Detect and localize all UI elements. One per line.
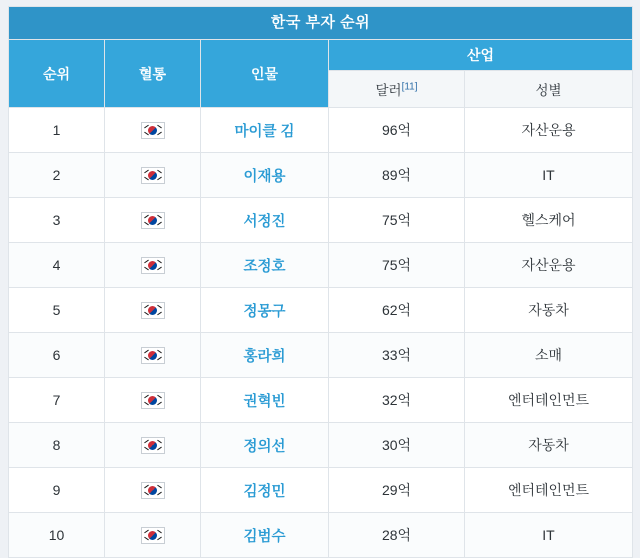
south-korea-flag-icon [141,437,165,454]
table-row [9,378,633,423]
cell-person[interactable] [201,108,329,153]
south-korea-flag-icon [141,167,165,184]
cell-nationality [105,108,201,153]
table-row [9,243,633,288]
cell-amount: 96억 [329,108,465,153]
cell-sector: 엔터테인먼트 [465,468,633,513]
cell-amount: 75억 [329,243,465,288]
cell-sector: 자산운용 [465,243,633,288]
cell-sector: 자동차 [465,423,633,468]
cell-sector: 헬스케어 [465,198,633,243]
cell-nationality [105,198,201,243]
cell-amount: 75억 [329,198,465,243]
cell-rank: 1 [9,108,105,153]
cell-rank: 7 [9,378,105,423]
south-korea-flag-icon [141,122,165,139]
table-caption: 한국 부자 순위 [9,7,633,40]
table-row [9,333,633,378]
person-link[interactable]: 권혁빈 [243,393,286,410]
table-row [9,513,633,558]
person-link[interactable]: 조정호 [243,258,286,275]
cell-amount: 32억 [329,378,465,423]
header-nationality: 혈통 [105,40,201,108]
person-link[interactable]: 이재용 [243,168,286,185]
cell-amount: 28억 [329,513,465,558]
cell-amount: 62억 [329,288,465,333]
cell-amount: 29억 [329,468,465,513]
cell-person[interactable] [201,333,329,378]
cell-sector: 소매 [465,333,633,378]
cell-rank: 6 [9,333,105,378]
cell-person[interactable] [201,243,329,288]
cell-person[interactable] [201,513,329,558]
south-korea-flag-icon [141,527,165,544]
south-korea-flag-icon [141,347,165,364]
person-link[interactable]: 정의선 [243,438,286,455]
cell-rank: 5 [9,288,105,333]
south-korea-flag-icon [141,302,165,319]
person-link[interactable]: 서정진 [243,213,286,230]
cell-person[interactable] [201,198,329,243]
cell-person[interactable] [201,468,329,513]
cell-rank: 8 [9,423,105,468]
cell-sector: IT [465,513,633,558]
cell-nationality [105,468,201,513]
person-link[interactable]: 정몽구 [243,303,286,320]
cell-amount: 30억 [329,423,465,468]
cell-rank: 9 [9,468,105,513]
cell-rank: 4 [9,243,105,288]
table-row [9,198,633,243]
cell-rank: 2 [9,153,105,198]
south-korea-flag-icon [141,212,165,229]
header-dollar-reference[interactable]: [11] [401,81,418,93]
cell-amount: 33억 [329,333,465,378]
header-sector: 성별 [465,71,633,108]
south-korea-flag-icon [141,482,165,499]
person-link[interactable]: 김정민 [243,483,286,500]
table-row [9,288,633,333]
header-industry-group: 산업 [329,40,633,71]
cell-nationality [105,333,201,378]
header-rank: 순위 [9,40,105,108]
cell-sector: 자동차 [465,288,633,333]
cell-nationality [105,243,201,288]
table-row [9,468,633,513]
south-korea-flag-icon [141,257,165,274]
cell-nationality [105,288,201,333]
cell-person[interactable] [201,423,329,468]
south-korea-flag-icon [141,392,165,409]
rich-list-table [8,6,633,558]
table-row [9,108,633,153]
header-dollar-label: 달러 [375,83,402,98]
table-row [9,423,633,468]
cell-nationality [105,153,201,198]
cell-nationality [105,423,201,468]
cell-rank: 3 [9,198,105,243]
table-caption-row [9,7,633,40]
header-dollar [329,71,465,108]
cell-person[interactable] [201,378,329,423]
header-person: 인물 [201,40,329,108]
cell-nationality [105,378,201,423]
cell-sector: IT [465,153,633,198]
cell-sector: 자산운용 [465,108,633,153]
person-link[interactable]: 홍라희 [243,348,286,365]
cell-person[interactable] [201,288,329,333]
cell-rank: 10 [9,513,105,558]
cell-person[interactable] [201,153,329,198]
cell-amount: 89억 [329,153,465,198]
person-link[interactable]: 마이클 김 [234,123,295,140]
cell-sector: 엔터테인먼트 [465,378,633,423]
cell-nationality [105,513,201,558]
person-link[interactable]: 김범수 [243,528,286,545]
table-row [9,153,633,198]
table-header-row-1 [9,40,633,71]
